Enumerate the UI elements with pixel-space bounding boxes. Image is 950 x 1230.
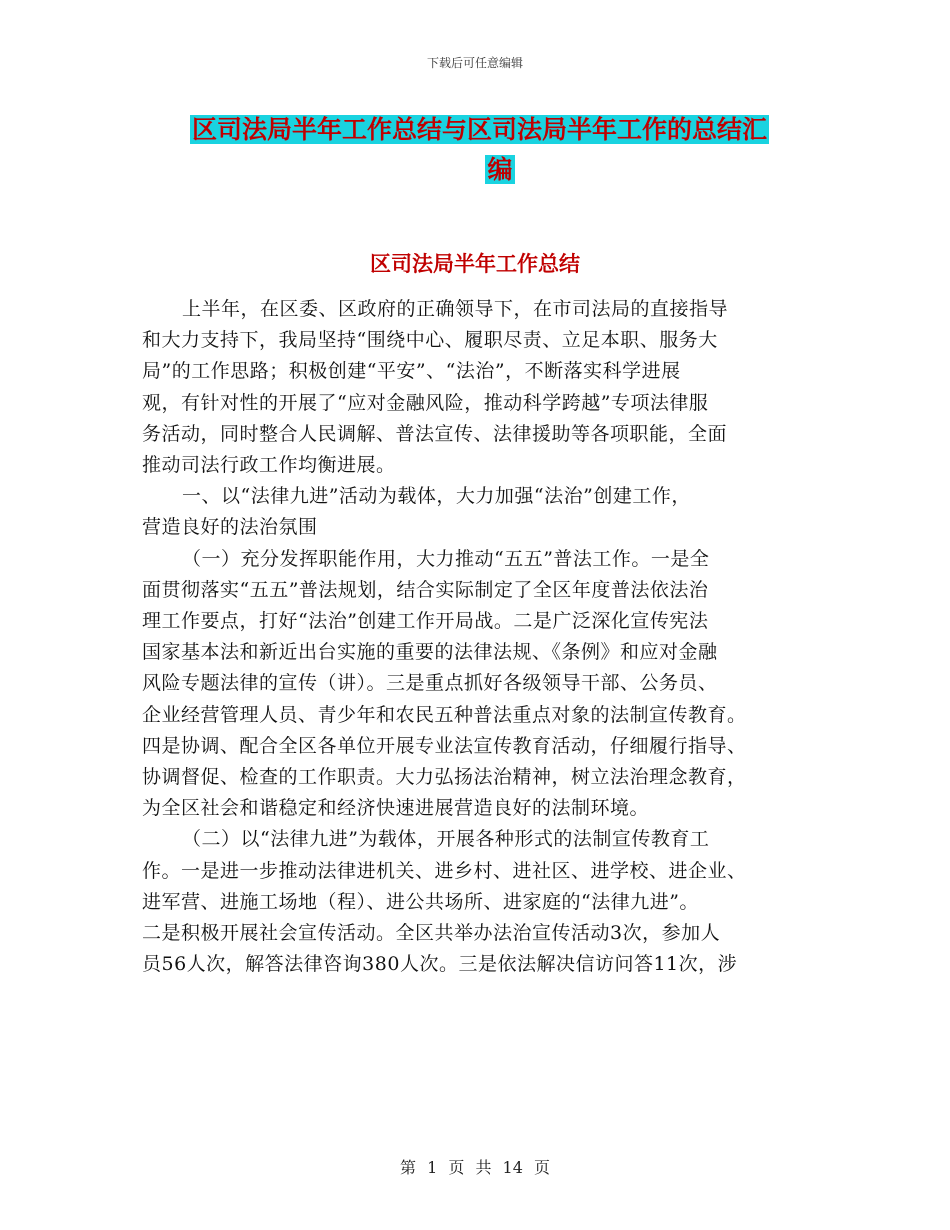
body-line: （一）充分发挥职能作用，大力推动“五五”普法工作。一是全 [182, 547, 710, 570]
body-line: 企业经营管理人员、青少年和农民五种普法重点对象的法制宣传教育。 [142, 703, 747, 726]
body-line: 理工作要点，打好“法治”创建工作开局战。二是广泛深化宣传宪法 [142, 610, 709, 633]
body-line: 四是协调、配合全区各单位开展专业法宣传教育活动，仔细履行指导、 [142, 734, 747, 757]
body-line: 员56人次，解答法律咨询380人次。三是依法解决信访问答11次，涉 [142, 953, 738, 976]
body-line: （二）以“法律九进”为载体，开展各种形式的法制宣传教育工 [182, 828, 710, 851]
body-line: 风险专题法律的宣传（讲）。三是重点抓好各级领导干部、公务员、 [142, 672, 718, 695]
body-line: 务活动，同时整合人民调解、普法宣传、法律援助等各项职能，全面 [142, 422, 728, 445]
body-line: 上半年，在区委、区政府的正确领导下，在市司法局的直接指导 [182, 298, 729, 320]
body-line: 面贯彻落实“五五”普法规划，结合实际制定了全区年度普法依法治 [142, 578, 709, 601]
header-note: 下载后可任意编辑 [426, 56, 523, 70]
body-line: 观，有针对性的开展了“应对金融风险，推动科学跨越”专项法律服 [142, 391, 709, 414]
body-line: 推动司法行政工作均衡进展。 [142, 454, 396, 477]
body-line: 局”的工作思路；积极创建“平安”、“法治”，不断落实科学进展 [142, 360, 681, 383]
title-line-1: 区司法局半年工作总结与区司法局半年工作的总结汇 [192, 115, 768, 144]
body-line: 一、以“法律九进”活动为载体，大力加强“法治”创建工作， [182, 485, 691, 508]
body-line: 营造良好的法治氛围 [142, 516, 318, 539]
body-text [142, 294, 810, 980]
body-line: 进军营、进施工场地（程）、进公共场所、进家庭的“法律九进”。 [142, 890, 699, 913]
page-number: 第 1 页 共 14 页 [400, 1158, 550, 1177]
document-title [190, 110, 810, 190]
section-title: 区司法局半年工作总结 [370, 252, 580, 276]
body-line: 和大力支持下，我局坚持“围绕中心、履职尽责、立足本职、服务大 [142, 329, 718, 352]
body-line: 国家基本法和新近出台实施的重要的法律法规、《条例》和应对金融 [142, 641, 718, 664]
body-line: 作。一是进一步推动法律进机关、进乡村、进社区、进学校、进企业、 [142, 859, 747, 882]
body-line: 二是积极开展社会宣传活动。全区共举办法治宣传活动3次，参加人 [142, 922, 721, 945]
body-line: 为全区社会和谐稳定和经济快速进展营造良好的法制环境。 [142, 797, 650, 820]
title-line-2: 编 [487, 155, 513, 184]
body-line: 协调督促、检查的工作职责。大力弘扬法治精神，树立法治理念教育， [142, 766, 747, 789]
